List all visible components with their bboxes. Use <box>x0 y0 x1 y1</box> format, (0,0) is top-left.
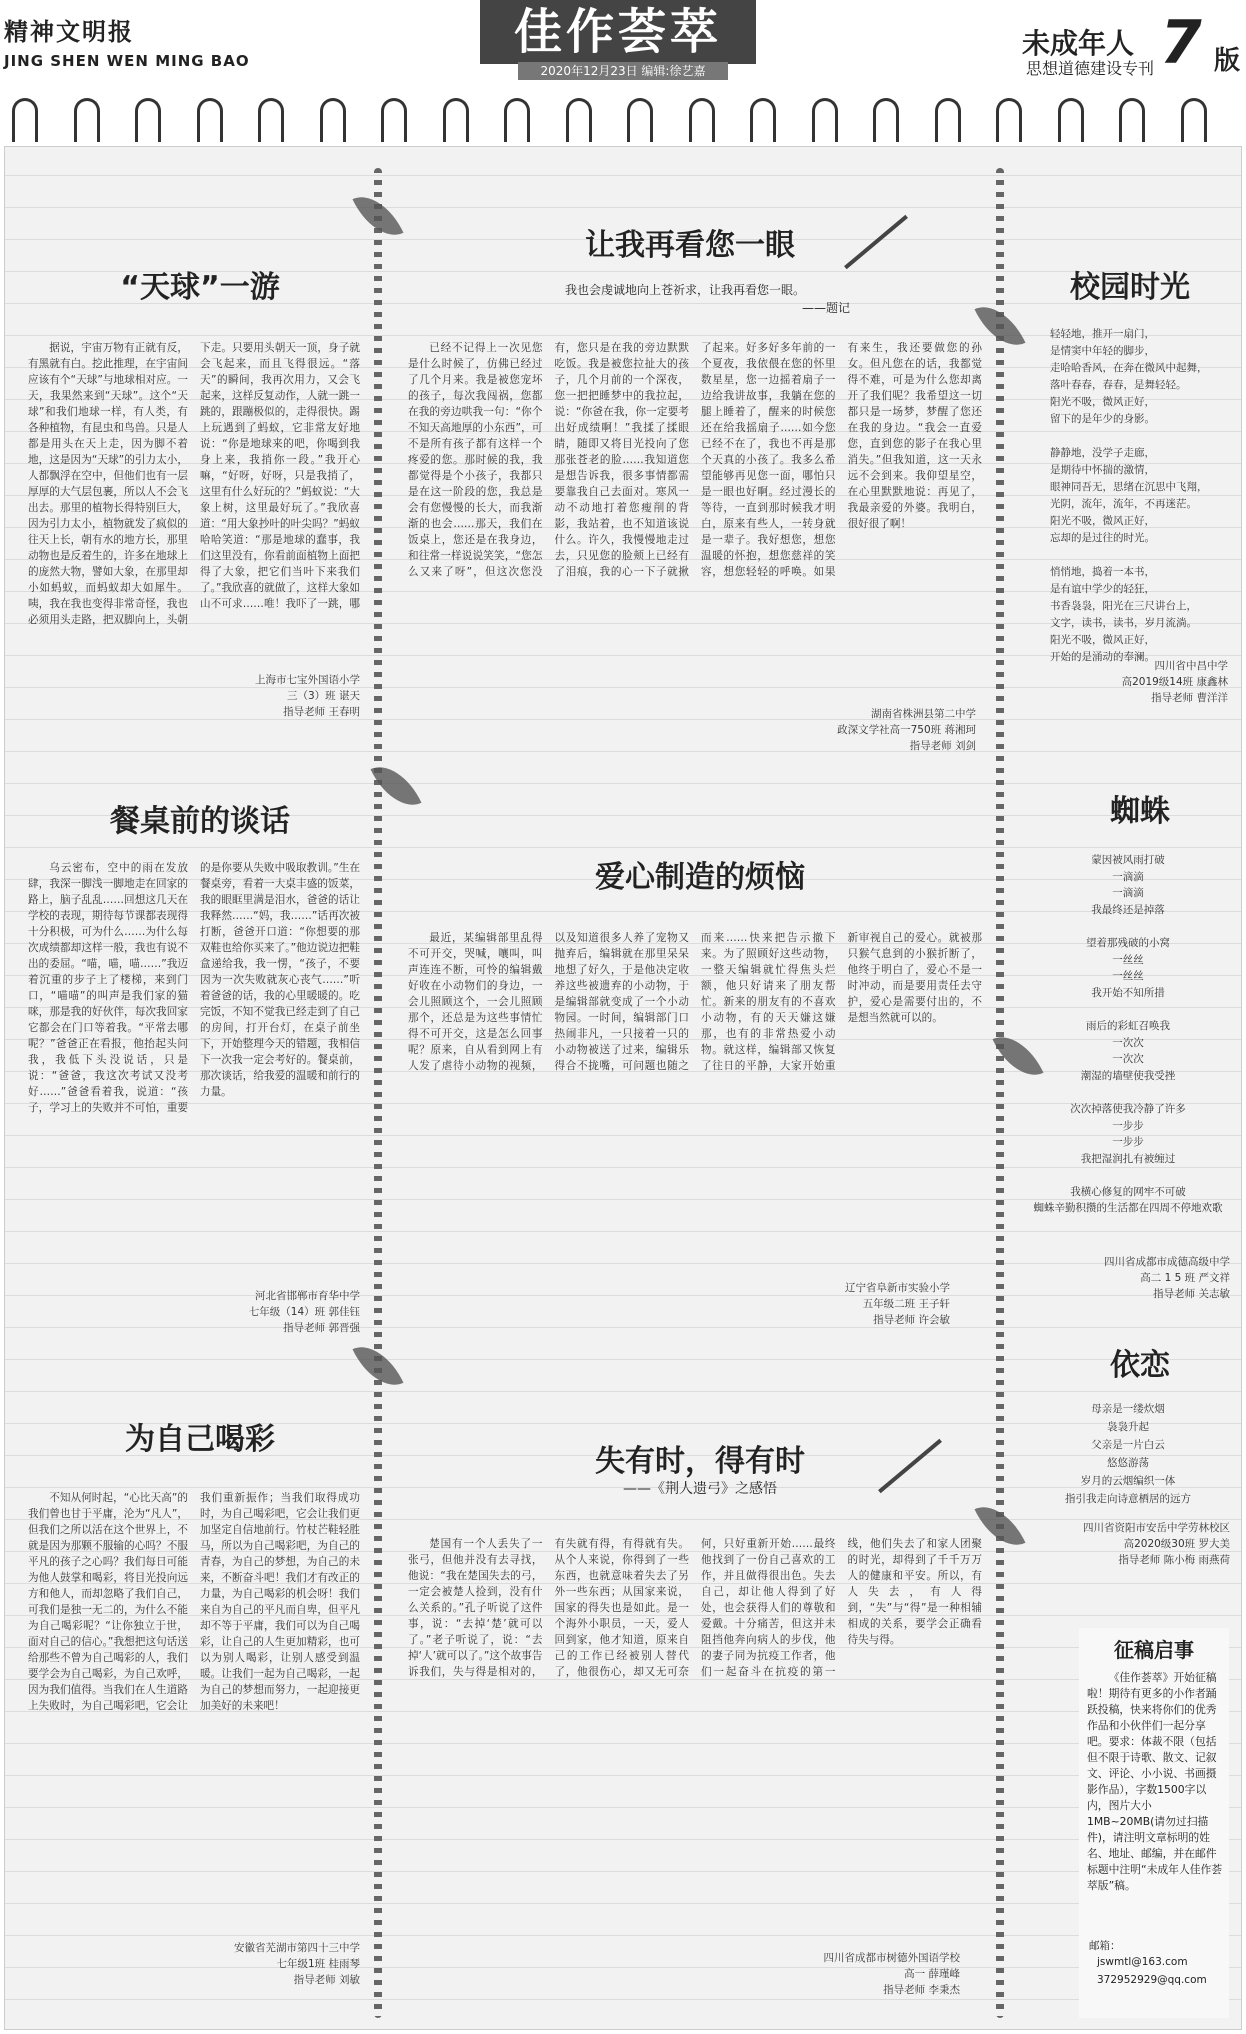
poem-line: 阳光不吸，微风正好， <box>1050 396 1155 408</box>
poem-line: 蜘蛛辛勤积攒的生活都在四周不停地欢歌 <box>1033 1202 1223 1215</box>
binder-ring-icon <box>74 98 100 142</box>
binder-ring-icon <box>1119 98 1145 142</box>
ruled-line <box>5 175 1241 176</box>
binder-ring-icon <box>566 98 592 142</box>
ruled-line <box>5 1359 1241 1360</box>
article-author: 五年级二班 王子轩 <box>862 1298 950 1310</box>
article-epigraph: 我也会虔诚地向上苍祈求，让我再看您一眼。 <box>564 283 805 297</box>
binder-ring-icon <box>381 98 407 142</box>
article-author: 七年级（14）班 郭佳钰 <box>248 1306 360 1318</box>
article-author: 高一 薛瑾峰 <box>904 1968 960 1980</box>
poem-line: 光阴，流年，流年，不再迷茫。 <box>1050 498 1197 510</box>
article-teacher: 指导老师 刘敏 <box>293 1974 360 1986</box>
poem-line: 我最终还是掉落 <box>1091 903 1165 916</box>
article-school: 四川省成都市树德外国语学校 <box>823 1952 960 1964</box>
article-title: “天球”一游 <box>120 270 280 305</box>
binder-ring-icon <box>812 98 838 142</box>
poem-line: 一次次 <box>1112 1053 1144 1066</box>
poem-line: 望着那残破的小窝 <box>1086 936 1170 949</box>
binder-ring-icon <box>258 98 284 142</box>
vine-decoration <box>374 168 382 2018</box>
poem-line <box>1028 918 1228 935</box>
poem-line: 我开始不知所措 <box>1091 986 1165 999</box>
poem-line: 岁月的云烟编织一体 <box>1080 1475 1176 1487</box>
poem-line <box>1028 1001 1228 1018</box>
binder-ring-icon <box>320 98 346 142</box>
article-body: 乌云密布，空中的雨在发放肆，我深一脚浅一脚地走在回家的路上，脑子乱乱……回想这几天在学校的表现，期待每节课都表现得十分积极，可为什么……为什么每次成绩都却这样一般，我也有说不出的委屈。“喵，喵，喵……”我迈着沉重的步子上了楼梯，来到门口，“喵喵”的叫声是我们家的猫咪，那是我的好伙伴，每次我回家它都会在门口等着我。“平常去哪呢？”爸爸正在看报，他抬起头问我，我低下头没说话，只是说：“爸爸，我这次考试又没考好……”爸爸看着我，说道：“孩子，学习上的失败并不可怕，重要的是你要从失败中吸取教训。”生在餐桌旁，看着一大桌丰盛的饭菜，我的眼眶里满是泪水，爸爸的话让我释然……“妈，我……”话再次被打断，爸爸开口道：“你想要的那双鞋也给你买来了。”他边说边把鞋盒递给我，我一愣，“孩子，不要因为一次失败就灰心丧气……”听着爸爸的话，我的心里暖暖的。吃完饭，不知不觉我已经走到了自己的房间，打开台灯，在桌子前坐下，开始整理今天的错题，我相信下一次我一定会考好的。餐桌前，那次谈话，给我爱的温暖和前行的力量。 <box>28 862 360 1114</box>
poem-line <box>1028 1084 1228 1101</box>
ruled-line <box>5 1935 1241 1936</box>
poem-line: 留下的是年少的身影。 <box>1050 413 1155 425</box>
poem-line: 落叶春春，春春，是舞轻轻。 <box>1050 379 1187 391</box>
poem-line: 父亲是一片白云 <box>1091 1439 1165 1451</box>
poem-body <box>1028 852 1228 1217</box>
binder-ring-icon <box>996 98 1022 142</box>
paper-pinyin: JING SHEN WEN MING BAO <box>4 52 250 70</box>
poem-line: 是期待中怀揣的激情， <box>1050 464 1155 476</box>
article-body: 据说，宇宙万物有正就有反，有黑就有白。挖此推理，在宇宙间应该有个“天球”与地球相对应。一天，我果然来到“天球”。这个“天球”和我们地球一样，有人类，有各种植物，有昆虫和鸟兽。只是人都是用头在天上走，因为脚不着地，这是因为“天球”的引力太小，人都飘浮在空中，但他们也有一层厚厚的大气层包裹，所以人不会飞出去。那里的植物长得特别巨大，因为引力太小，植物就发了疯似的往天上长，朝有水的地方长，那里动物也是反着生的，许多在地球上的庞然大物，譬如大象，在那里却小如蚂蚁，而蚂蚁却大如犀牛。咦，我在我也变得非常奇怪，我也必须用头走路，把双脚向上，头朝下走。只要用头朝天一顶，身子就会飞起来，而且飞得很远。“落天”的瞬间，我再次用力，又会飞起来，这样反复动作，人就一跳一跳的，跟蹦极似的，走得很快。踢上玩遇到了蚂蚁，它非常友好地说：“你是地球来的吧，你喝到我身上来，我捎你一段。”我开心嘛，“好呀，好呀，只是我捎了，这里有什么好玩的？”蚂蚁说：“大象上树，这里最好玩了。”我欣喜道：“用大象抄叶的叶尖吗？”蚂蚁哈哈笑道：“那是地球的蠢事，我们这里没有，你看前面植物上面把得了大象，把它们当叶下来我们了。”我欣喜的就做了，这样大象如山不可求……唯！我吓了一跳，哪 <box>28 342 360 626</box>
binder-ring-icon <box>873 98 899 142</box>
article-subtitle: ——《荆人遗弓》之感悟 <box>623 1481 777 1497</box>
ruled-line <box>5 1999 1241 2000</box>
poem-line: 潮湿的墙壁使我受挫 <box>1080 1069 1176 1082</box>
article-title: 爱心制造的烦恼 <box>595 860 805 895</box>
ruled-line <box>5 751 1241 752</box>
poem-line: 我横心修复的网牢不可破 <box>1070 1185 1186 1198</box>
paper-name: 精神文明报 <box>4 17 134 46</box>
poem-line <box>1050 547 1230 564</box>
poem-line: 文字，读书，读书，岁月流淌。 <box>1050 617 1197 629</box>
poem-line: 我把湿润扎有被缠过 <box>1080 1152 1176 1165</box>
poem-line: 走哈哈香风，在奔在微风中起舞， <box>1050 362 1208 374</box>
binder-ring-icon <box>627 98 653 142</box>
poem-line: 是有谊中学少的轻狂， <box>1050 583 1155 595</box>
binder-ring-icon <box>1058 98 1084 142</box>
ruled-line <box>5 847 1241 848</box>
article-author: 高二 1 5 班 严文祥 <box>1140 1272 1230 1284</box>
article-teacher: 指导老师 曹洋洋 <box>1151 692 1228 704</box>
masthead <box>0 0 1246 84</box>
article-title: 依恋 <box>1110 1348 1170 1383</box>
article-teacher: 指导老师 刘剑 <box>909 740 976 752</box>
epigraph-source: ——题记 <box>801 301 850 315</box>
section-banner: 佳作荟萃 <box>480 0 756 64</box>
call-for-submissions-box <box>1079 1628 1229 2018</box>
article-school: 河北省邯郸市育华中学 <box>255 1290 360 1302</box>
article-school: 上海市七宝外国语小学 <box>255 674 360 686</box>
binder-ring-icon <box>504 98 530 142</box>
poem-line: 次次掉落使我冷静了许多 <box>1070 1102 1186 1115</box>
ruled-line <box>5 1391 1241 1392</box>
article-author: 三（3）班 谌天 <box>286 690 360 702</box>
article-body: 不知从何时起，“心比天高”的我们曾也甘于平庸，沦为“凡人”，但我们之所以活在这个世界上，不就是因为那颗不服输的心吗？不服平凡的孩子之心吗？我们每日可能为他人鼓掌和喝彩，将目光投向远方和他人，而却忽略了我们自己，可我们是独一无二的，为什么不能为自己喝彩呢？“让你独立于世，面对自己的信心。”我想把这句话送给那些不曾为自己喝彩的人，我们要学会为自己喝彩，为自己欢呼，因为我们值得。当我们在人生道路上失败时，为自己喝彩吧，它会让我们重新振作；当我们取得成功时，为自己喝彩吧，它会让我们更加坚定自信地前行。竹杖芒鞋轻胜马，所以为自己喝彩吧，为自己的青春，为自己的梦想，为自己的未来，不断奋斗吧！我们才有改正的力量，为自己喝彩的机会呀！我们来自为自己的平凡而自卑，但平凡却不等于平庸，我们可以为自己喝彩，让自己的人生更加精彩，也可以为别人喝彩，让别人感受到温暖。让我们一起为自己喝彩，一起为自己的梦想而努力，一起迎接更加美好的未来吧！ <box>28 1492 360 1712</box>
poem-line: 是情窦中年轻的脚步， <box>1050 345 1155 357</box>
binder-ring-icon <box>1181 98 1207 142</box>
article-teacher: 指导老师 关志敏 <box>1153 1288 1230 1300</box>
vine-decoration <box>996 168 1004 2018</box>
article-author: 政深文学社高一750班 蒋湘珂 <box>837 724 976 736</box>
article-teacher: 指导老师 李秉杰 <box>883 1984 960 1996</box>
poem-line: 一丝丝 <box>1112 970 1144 983</box>
binder-ring-icon <box>12 98 38 142</box>
article-teacher: 指导老师 郭晋强 <box>283 1322 360 1334</box>
binder-ring-icon <box>935 98 961 142</box>
poem-line: 眼神同吾无，思绪在沉思中飞翔， <box>1050 481 1208 493</box>
poem-line: 一丝丝 <box>1112 953 1144 966</box>
poem-body <box>1050 326 1230 666</box>
article-school: 辽宁省阜新市实验小学 <box>845 1282 950 1294</box>
article-body: 最近，某编辑部里乱得不可开交，哭喊，嚷叫，叫声连连不断，可怜的编辑戴好收在小动物们的身边，一会儿照顾这个，一会儿照顾那个，还总是为这些事情忙得不可开交，这是怎么回事呢？原来，自从看到网上有人发了虐待小动物的视频，以及知道很多人养了宠物又抛弃后，编辑就在那里呆呆地想了好久，于是他决定收养这些被遗弃的小动物，于是编辑部就变成了一个小动物园。一时间，编辑部门口热闹非凡，一只接着一只的小动物被送了过来，编辑乐得合不拢嘴，可问题也随之而来……快来把告示撤下来。为了照顾好这些动物，一整天编辑就忙得焦头烂额，他只好请来了朋友帮忙。新来的朋友有的不喜欢小动物，有的天天嫌这嫌那，也有的非常热爱小动物。就这样，编辑部又恢复了往日的平静，大家开始重新审视自己的爱心。就被那只猴气息到的小猴折断了，他终于明白了，爱心不是一时冲动，而是要用责任去守护，爱心是需要付出的，不是想当然就可以的。 <box>408 932 982 1072</box>
article-title: 餐桌前的谈话 <box>110 804 290 839</box>
article-school: 四川省资阳市安岳中学劳林校区 <box>1083 1522 1230 1534</box>
poem-line: 轻轻地，推开一扇门， <box>1050 328 1155 340</box>
poem-line: 一次次 <box>1112 1036 1144 1049</box>
poem-line <box>1028 1167 1228 1184</box>
poem-line <box>1050 428 1230 445</box>
date-editor-line: 2020年12月23日 编辑:徐艺嘉 <box>518 62 728 80</box>
article-teacher: 指导老师 陈小梅 雨燕荷 <box>1118 1554 1230 1566</box>
binder-hooks <box>0 98 1246 148</box>
page-number: 7 <box>1160 8 1202 78</box>
article-teacher: 指导老师 许会敏 <box>873 1314 950 1326</box>
article-school: 安徽省芜湖市第四十三中学 <box>234 1942 360 1954</box>
ruled-line <box>5 207 1241 208</box>
article-author: 高2020级30班 罗大美 <box>1123 1538 1230 1550</box>
article-author: 高2019级14班 康鑫林 <box>1121 676 1228 688</box>
article-school: 四川省成都市成德高级中学 <box>1104 1256 1230 1268</box>
poem-line: 悄悄地，捣着一本书， <box>1050 566 1155 578</box>
poem-line: 蒙因被风雨打破 <box>1091 854 1165 866</box>
article-school: 湖南省株洲县第二中学 <box>871 708 976 720</box>
poem-line: 忘却的是过往的时光。 <box>1050 532 1155 544</box>
poem-line: 雨后的彩虹召唤我 <box>1086 1019 1170 1032</box>
article-title: 让我再看您一眼 <box>585 228 795 263</box>
article-teacher: 指导老师 王春明 <box>283 706 360 718</box>
email-label: 邮箱： <box>1089 1940 1121 1952</box>
poem-line: 袅袅升起 <box>1107 1421 1149 1433</box>
article-title: 校园时光 <box>1070 270 1190 305</box>
notice-body: 《佳作荟萃》开始征稿啦！期待有更多的小作者踊跃投稿，快来将你们的优秀作品和小伙伴们一起分享吧。要求：体裁不限（包括但不限于诗歌、散文、记叙文、评论、小小说、书画摄影作品），字数1500字以内，图片大小1MB~20MB(请勿过扫描件)，请注明文章标明的姓名、地址、邮编，并在邮件标题中注明“未成年人佳作荟萃版”稿。 <box>1087 1671 1223 1892</box>
poem-line: 指引我走向诗意栖居的远方 <box>1065 1493 1191 1505</box>
poem-line: 静静地，没学子走廊， <box>1050 447 1155 459</box>
article-title: 失有时，得有时 <box>595 1444 805 1479</box>
supplement-title: 未成年人 <box>1022 27 1135 60</box>
email-address[interactable]: 372952929@qq.com <box>1097 1974 1207 1986</box>
article-title: 蜘蛛 <box>1110 794 1170 829</box>
poem-line: 悠悠游荡 <box>1107 1457 1149 1469</box>
poem-line: 书香袅袅，阳光在三尺讲台上， <box>1050 600 1197 612</box>
binder-ring-icon <box>135 98 161 142</box>
email-address[interactable]: jswmtl@163.com <box>1097 1956 1188 1968</box>
poem-line: 一步步 <box>1112 1136 1144 1149</box>
page-suffix: 版 <box>1214 46 1241 76</box>
article-title: 为自己喝彩 <box>125 1422 275 1457</box>
article-body: 已经不记得上一次见您是什么时候了，仿佛已经过了几个月来。我是被您宠坏的孩子，每次我闯祸，您都在我的旁边哄我一句：“你个不知天高地厚的小东西”，可不是所有孩子都有这样一个疼爱的您。那时候的我，我都觉得是个小孩子，我都只是在这一阶段的您，我总是会有您慢慢的长大，而我渐渐的也会……那天，我们在饭桌上，您还是在我身边，和往常一样说说笑笑，“您怎么又来了呀”，但这次您没有，您只是在我的旁边默默吃饭。我是被您拉扯大的孩子，几个月前的一个深夜，您一把把睡梦中的我拉起，说：“你爸在我，你一定要考出好成绩啊！”我揉了揉眼睛，随即又将目光投向了您那张苍老的脸……我知道您是想告诉我，很多事情都需要靠我自己去面对。寒风一动不动地打着您瘦削的背影，我站着，也不知道该说什么。许久，我慢慢地走过去，只见您的脸颊上已经有了泪痕，我的心一下子就揪了起来。好多好多年前的一个夏夜，我依偎在您的怀里数星星，您一边摇着扇子一边给我讲故事，我躺在您的腿上睡着了，醒来的时候您还在给我摇扇子……如今您已经不在了，我也不再是那个天真的小孩了。我多么希望能够再见您一面，哪怕只是一眼也好啊。经过漫长的等待，一直到那时候我才明白，原来有些人，一转身就是一辈子。我好想您，想您温暖的怀抱，想您慈祥的笑容，想您轻轻的呼唤。如果有来生，我还要做您的孙女。但凡您在的话，我都觉得不难，可是为什么您却离开了我们呢？我希望这一切都只是一场梦，梦醒了您还在我的身边。“我会一直爱您，直到您的影子在我心里消失。”但我知道，这一天永远不会到来。我仰望星空，在心里默默地说：再见了，我最亲爱的外婆。我明白，很好很了啊！ <box>408 342 982 578</box>
poem-line: 一步步 <box>1112 1119 1144 1132</box>
article-school: 四川省中昌中学 <box>1154 660 1228 672</box>
poem-line: 阳光不吸，微风正好， <box>1050 634 1155 646</box>
poem-line: 开始的是涌动的奉澜。 <box>1050 651 1155 663</box>
article-author: 七年级1班 桂雨琴 <box>276 1958 360 1970</box>
ruled-line <box>5 783 1241 784</box>
binder-ring-icon <box>689 98 715 142</box>
poem-body <box>1028 1400 1228 1508</box>
binder-ring-icon <box>197 98 223 142</box>
poem-line: 一滴滴 <box>1112 870 1144 883</box>
poem-line: 母亲是一缕炊烟 <box>1091 1403 1165 1415</box>
supplement-subtitle: 思想道德建设专刊 <box>1026 59 1155 78</box>
binder-ring-icon <box>443 98 469 142</box>
article-body: 楚国有一个人丢失了一张弓，但他并没有去寻找，他说：“我在楚国失去的弓，一定会被楚人捡到，没有什么关系的。”孔子听说了这件事，说：“去掉‘楚’就可以了。”老子听说了，说：“去掉‘人’就可以了。”这个故事告诉我们，失与得是相对的，有失就有得，有得就有失。从个人来说，你得到了一些东西，也就意味着失去了另外一些东西；从国家来说，国家的得失也是如此。是一个海外小职员，一天，爱人回到家，他才知道，原来自己的工作已经被别人替代了，他很伤心，却又无可奈何，只好重新开始……最终他找到了一份自己喜欢的工作，并且做得很出色。失去自己，却让他人得到了好处，也会获得人们的尊敬和爱戴。十分痛苦，但这并未阻挡他奔向病人的步伐，他的妻子同为抗疫工作者，他们一起奋斗在抗疫的第一线，他们失去了和家人团聚的时光，却得到了千千万万人的健康和平安。所以，有人失去，有人得到，“失”与“得”是一种相辅相成的关系，要学会正确看待失与得。 <box>408 1538 982 1678</box>
poem-line: 阳光不吸，微风正好， <box>1050 515 1155 527</box>
notice-title: 征稿启事 <box>1114 1638 1194 1662</box>
binder-ring-icon <box>750 98 776 142</box>
poem-line: 一滴滴 <box>1112 887 1144 900</box>
